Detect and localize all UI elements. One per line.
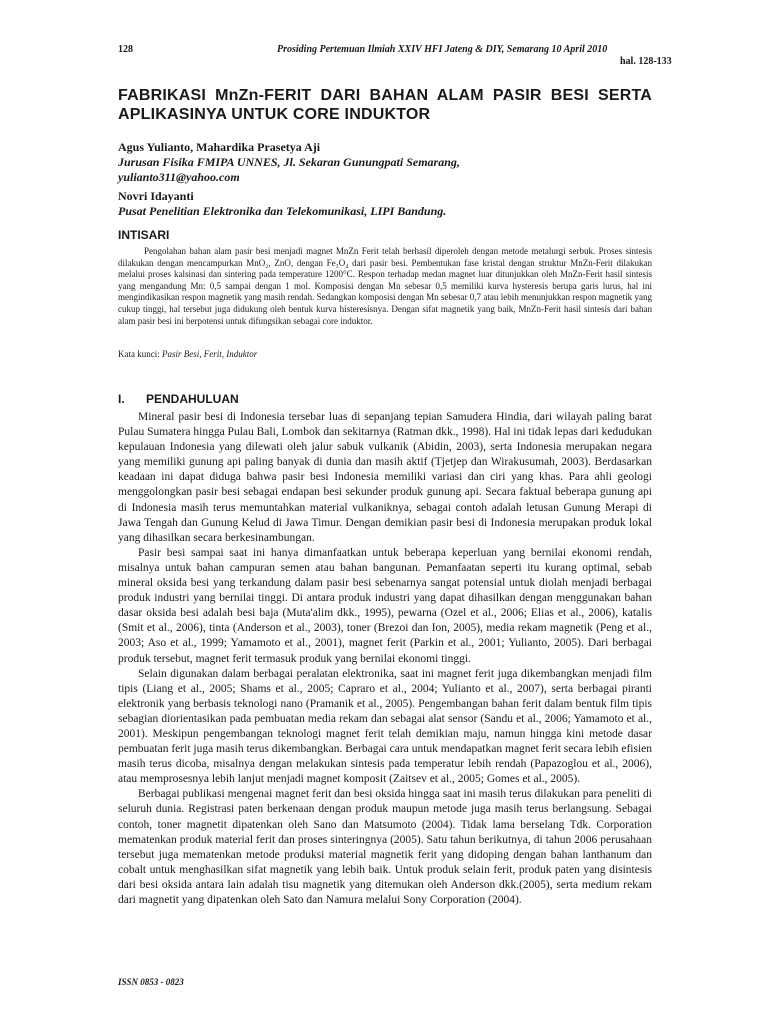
keywords — [118, 349, 257, 359]
abstract-text: Pengolahan bahan alam pasir besi menjadi magnet MnZn Ferit telah berhasil diperoleh dengan metode metalurgi serbuk. Proses sintesis dilakukan dengan mencampurkan MnO₂, ZnO, dengan Fe₃O₄ dari pasir besi. Pembentukan fase kristal dengan struktur MnZn-Ferit dilakukan melalui proses kalsinasi dan sintering pada temperature 1200°C. Respon terhadap medan magnet luar ditunjukkan oleh MnZn-Ferit hasil sintesis yang mengandung Mn: 0,5 sampai dengan 1 mol. Komposisi dengan Mn sebesar 0,5 memiliki kurva hysteresis berupa garis lurus, hal ini mengindikasikan respon magnetik yang masih rendah. Sedangkan komposisi dengan Mn sebesar 0,7 atau lebih menunjukkan respon magnetik yang cukup tinggi, hal tersebut juga didukung oleh bentuk kurva histeresisnya. Dengan sifat magnetik yang baik, MnZn-Ferit hasil sintesis dari bahan alam pasir besi ini berpotensi untuk difungsikan sebagai core induktor. — [118, 246, 652, 326]
author-names: Novri Idayanti — [118, 189, 194, 203]
section-body — [118, 410, 652, 908]
body-paragraph: Selain digunakan dalam berbagai peralatan elektronika, saat ini magnet ferit juga dikembangkan menjadi film tipis (Liang et al., 2005; Shams et al., 2005; Capraro et al., 2004; Yulianto et al., 2007), serta berbagai piranti elektronik yang berbasis teknologi nano (Pramanik et al., 2005). Pengembangan bahan ferit dalam bentuk film tipis sebagian diorientasikan pada pembuatan media rekam dan sebagai alat sensor (Sandu et al., 2006; Yamamoto et al., 2001). Meskipun pengembangan teknologi magnet ferit telah demikian maju, namun hingga kini metode dasar pembuatan ferit juga masih terus dikembangkan. Berbagai cara untuk mendapatkan magnet ferit secara lebih efisien masih terus dicoba, misalnya dengan melakukan sintesis pada temperatur lebih rendah (Papazoglou et al., 2006), atau memprosesnya lebih lanjut menjadi magnet komposit (Zaitsev et al., 2005; Gomes et al., 2005). — [118, 667, 652, 786]
section-number: I. — [118, 392, 125, 406]
keywords-list: Pasir Besi, Ferit, Induktor — [162, 349, 258, 359]
author-block-2 — [118, 189, 446, 219]
section-heading — [118, 392, 239, 406]
body-paragraph: Mineral pasir besi di Indonesia tersebar luas di sepanjang tepian Samudera Hindia, dari wilayah paling barat Pulau Sumatera hingga Pulau Bali, Lombok dan sekitarnya (Ratman dkk., 1998). Hal ini tidak lepas dari kedudukan kepulauan Indonesia yang dilewati oleh jalur sabuk vulkanik (Abidin, 2003), serta Indonesia merupakan negara yang memiliki gunung api paling banyak di dunia dan masih aktif (Tjetjep dan Wirakusumah, 2003). Berdasarkan keadaan ini dapat diduga bahwa pasir besi Indonesia memiliki variasi dan ciri yang khas. Para ahli geologi menggolongkan pasir besi sebagai endapan besi sekunder produk gunung api. Secara faktual beberapa gunung api di Indonesia masih terus memuntahkan material vulkaniknya, sebagai contoh adalah letusan Gunung Merapi di Jawa Tengah dan Gunung Kelud di Jawa Timur. Dengan demikian pasir besi di Indonesia merupakan produk lokal yang dihasilkan secara berkesinambungan. — [118, 411, 652, 544]
author-affiliation: Pusat Penelitian Elektronika dan Telekomunikasi, LIPI Bandung. — [118, 204, 447, 218]
issn-footer: ISSN 0853 - 0823 — [118, 977, 184, 987]
author-names: Agus Yulianto, Mahardika Prasetya Aji — [118, 140, 321, 154]
abstract-heading: INTISARI — [118, 228, 170, 242]
section-title: PENDAHULUAN — [146, 392, 239, 406]
paper-title: FABRIKASI MnZn-FERIT DARI BAHAN ALAM PASIR BESI SERTA APLIKASINYA UNTUK CORE INDUKTOR — [118, 87, 652, 123]
author-block-1 — [118, 140, 460, 185]
author-email: yulianto311@yahoo.com — [118, 170, 240, 184]
author-affiliation: Jurusan Fisika FMIPA UNNES, Jl. Sekaran Gunungpati Semarang, — [118, 155, 460, 169]
keywords-label: Kata kunci: — [118, 349, 160, 359]
body-paragraph: Pasir besi sampai saat ini hanya dimanfaatkan untuk beberapa keperluan yang bernilai ekonomi rendah, misalnya untuk bahan campuran semen atau bahan bangunan. Pemanfaatan seperti itu kurang optimal, sebab mineral oksida besi yang terkandung dalam pasir besi sebenarnya sangat potensial untuk diolah menjadi berbagai produk industri yang bernilai tinggi. Di antara produk industri yang dapat dihasilkan dengan menggunakan bahan dasar oksida besi adalah besi baja (Muta'alim dkk., 1995), pewarna (Ozel et al., 2006; Elias et al., 2006), katalis (Smit et al., 2006), tinta (Anderson et al., 2003), toner (Brezoi dan Ion, 2005), media rekam magnetik (Peng et al., 2003; Aso et al., 1999; Yamamoto et al., 2001), magnet ferit (Parkin et al., 2001; Yulianto, 2005). Dari berbagai produk tersebut, magnet ferit termasuk produk yang bernilai ekonomi tinggi. — [118, 546, 652, 665]
conference-header: Prosiding Pertemuan Ilmiah XXIV HFI Jateng & DIY, Semarang 10 April 2010 — [277, 44, 608, 55]
page-number: 128 — [118, 44, 133, 55]
body-paragraph: Berbagai publikasi mengenai magnet ferit dan besi oksida hingga saat ini masih terus dilakukan para peneliti di seluruh dunia. Registrasi paten berkenaan dengan produk maupun metode juga masih terus berlangsung. Sebagai contoh, toner magnetit dipatenkan oleh Sano dan Matsumoto (2004). Tidak lama berselang Tdk. Corporation mematenkan produk material ferit dan proses sinteringnya (2005). Satu tahun berikutnya, di tahun 2006 perusahaan tersebut juga mematenkan metode produksi material magnetik ferit yang didoping dengan bahan lanthanum dan cobalt untuk menghasilkan sifat magnetik yang lebih baik. Untuk produk selain ferit, produk paten yang disintesis dari besi oksida antara lain adalah tisu magnetik yang ditemukan oleh Anderson dkk.(2005), serta medium rekam dari magnetit yang dipatenkan oleh Sato dan Namura melalui Sony Corporation (2004). — [118, 788, 652, 906]
page-range: hal. 128-133 — [620, 56, 672, 67]
